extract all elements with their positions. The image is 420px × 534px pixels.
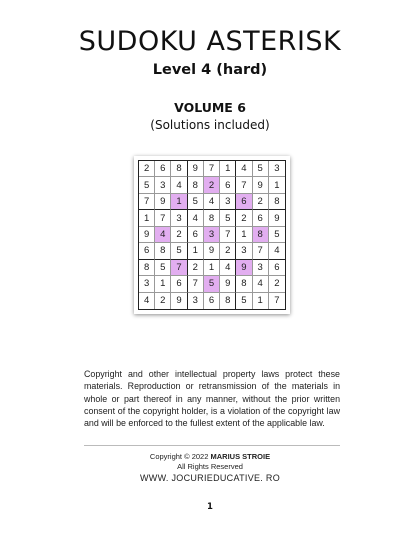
sudoku-cell: 2 — [171, 227, 187, 243]
footer — [0, 452, 420, 485]
sudoku-cell: 2 — [253, 194, 269, 210]
sudoku-cell: 2 — [236, 210, 252, 226]
sudoku-cell: 3 — [220, 194, 236, 210]
sudoku-cell: 1 — [171, 194, 187, 210]
sudoku-cell: 4 — [236, 161, 252, 177]
sudoku-cell: 4 — [269, 243, 285, 259]
sudoku-cell: 8 — [220, 293, 236, 309]
sudoku-cell: 8 — [188, 177, 204, 193]
sudoku-cell: 1 — [220, 161, 236, 177]
sudoku-cell: 9 — [155, 194, 171, 210]
sudoku-cell: 7 — [236, 177, 252, 193]
sudoku-cell: 6 — [220, 177, 236, 193]
sudoku-cell: 3 — [139, 276, 155, 292]
sudoku-cell: 2 — [139, 161, 155, 177]
sudoku-cell: 7 — [188, 276, 204, 292]
sudoku-cell: 9 — [204, 243, 220, 259]
sudoku-cell: 4 — [220, 260, 236, 276]
sudoku-cell: 5 — [253, 161, 269, 177]
sudoku-cell: 9 — [171, 293, 187, 309]
sudoku-cell: 6 — [236, 194, 252, 210]
sudoku-cell: 3 — [171, 210, 187, 226]
sudoku-cell: 1 — [204, 260, 220, 276]
volume-label: VOLUME 6 — [174, 100, 246, 115]
sudoku-cell: 1 — [155, 276, 171, 292]
sudoku-cell: 5 — [204, 276, 220, 292]
sudoku-cell: 8 — [269, 194, 285, 210]
sudoku-cell: 3 — [269, 161, 285, 177]
sudoku-cell: 4 — [171, 177, 187, 193]
sudoku-cell: 6 — [253, 210, 269, 226]
sudoku-cell: 5 — [220, 210, 236, 226]
sudoku-cell: 8 — [253, 227, 269, 243]
sudoku-cell: 6 — [155, 161, 171, 177]
sudoku-cell: 9 — [139, 227, 155, 243]
sudoku-cell: 7 — [253, 243, 269, 259]
sudoku-cell: 9 — [236, 260, 252, 276]
sudoku-cell: 4 — [253, 276, 269, 292]
sudoku-cell: 7 — [220, 227, 236, 243]
book-title: SUDOKU ASTERISK — [78, 26, 342, 57]
sudoku-cell: 5 — [139, 177, 155, 193]
sudoku-cell: 9 — [253, 177, 269, 193]
sudoku-cell: 2 — [188, 260, 204, 276]
sudoku-cell: 1 — [188, 243, 204, 259]
sudoku-cell: 1 — [139, 210, 155, 226]
sudoku-cell: 7 — [204, 161, 220, 177]
author-name: MARIUS STROIE — [210, 452, 271, 461]
footer-divider — [84, 445, 340, 446]
sudoku-cell: 3 — [253, 260, 269, 276]
sudoku-cell: 6 — [188, 227, 204, 243]
copyright-prefix: Copyright © 2022 — [149, 452, 211, 461]
copyright-notice: Copyright and other intellectual property laws protect these materials. Reproduction or retransmission of the materials in whole or part thereof in any manner, without the prior written consent of the copyright holder, is a violation of the copyright law and will be enforced to the fullest extent of the applicable law. — [84, 369, 340, 429]
sudoku-cell: 3 — [204, 227, 220, 243]
footer-copyright-line — [0, 452, 420, 462]
sudoku-cell: 5 — [236, 293, 252, 309]
sudoku-cell: 5 — [269, 227, 285, 243]
sudoku-cell: 2 — [220, 243, 236, 259]
sudoku-cell: 7 — [274, 295, 280, 307]
sudoku-cell: 3 — [188, 293, 204, 309]
sudoku-cell: 8 — [155, 243, 171, 259]
sudoku-cell: 9 — [188, 161, 204, 177]
sudoku-cell: 6 — [269, 260, 285, 276]
sudoku-cell: 8 — [139, 260, 155, 276]
sudoku-grid — [138, 160, 286, 310]
page-number: 1 — [207, 502, 213, 512]
sudoku-cell: 2 — [155, 293, 171, 309]
sudoku-cell: 6 — [171, 276, 187, 292]
level-subtitle: Level 4 (hard) — [152, 62, 268, 78]
sudoku-cell: 5 — [188, 194, 204, 210]
sudoku-cell: 8 — [236, 276, 252, 292]
sudoku-cell: 3 — [155, 177, 171, 193]
sudoku-cell: 4 — [139, 293, 155, 309]
sudoku-cell: 1 — [253, 293, 269, 309]
sudoku-cell: 4 — [155, 227, 171, 243]
solutions-note: (Solutions included) — [150, 118, 270, 132]
sudoku-cell: 9 — [220, 276, 236, 292]
sudoku-cell: 2 — [204, 177, 220, 193]
sudoku-cell: 3 — [236, 243, 252, 259]
rights-reserved: All Rights Reserved — [177, 462, 243, 471]
sudoku-cell: 9 — [269, 210, 285, 226]
sudoku-cell: 8 — [204, 210, 220, 226]
website-link[interactable]: WWW. JOCURIEDUCATIVE. RO — [139, 473, 281, 483]
sudoku-cell: 6 — [139, 243, 155, 259]
sudoku-cell: 5 — [155, 260, 171, 276]
sudoku-cell: 5 — [171, 243, 187, 259]
sudoku-cell: 7 — [171, 260, 187, 276]
sudoku-cell: 7 — [139, 194, 155, 210]
sudoku-cell: 4 — [188, 210, 204, 226]
sudoku-cell: 2 — [269, 276, 285, 292]
sudoku-cell: 7 — [155, 210, 171, 226]
sudoku-card — [134, 156, 290, 314]
sudoku-cell: 1 — [236, 227, 252, 243]
sudoku-cell: 8 — [171, 161, 187, 177]
sudoku-cell: 6 — [204, 293, 220, 309]
sudoku-cell: 4 — [204, 194, 220, 210]
sudoku-cell: 1 — [269, 177, 285, 193]
